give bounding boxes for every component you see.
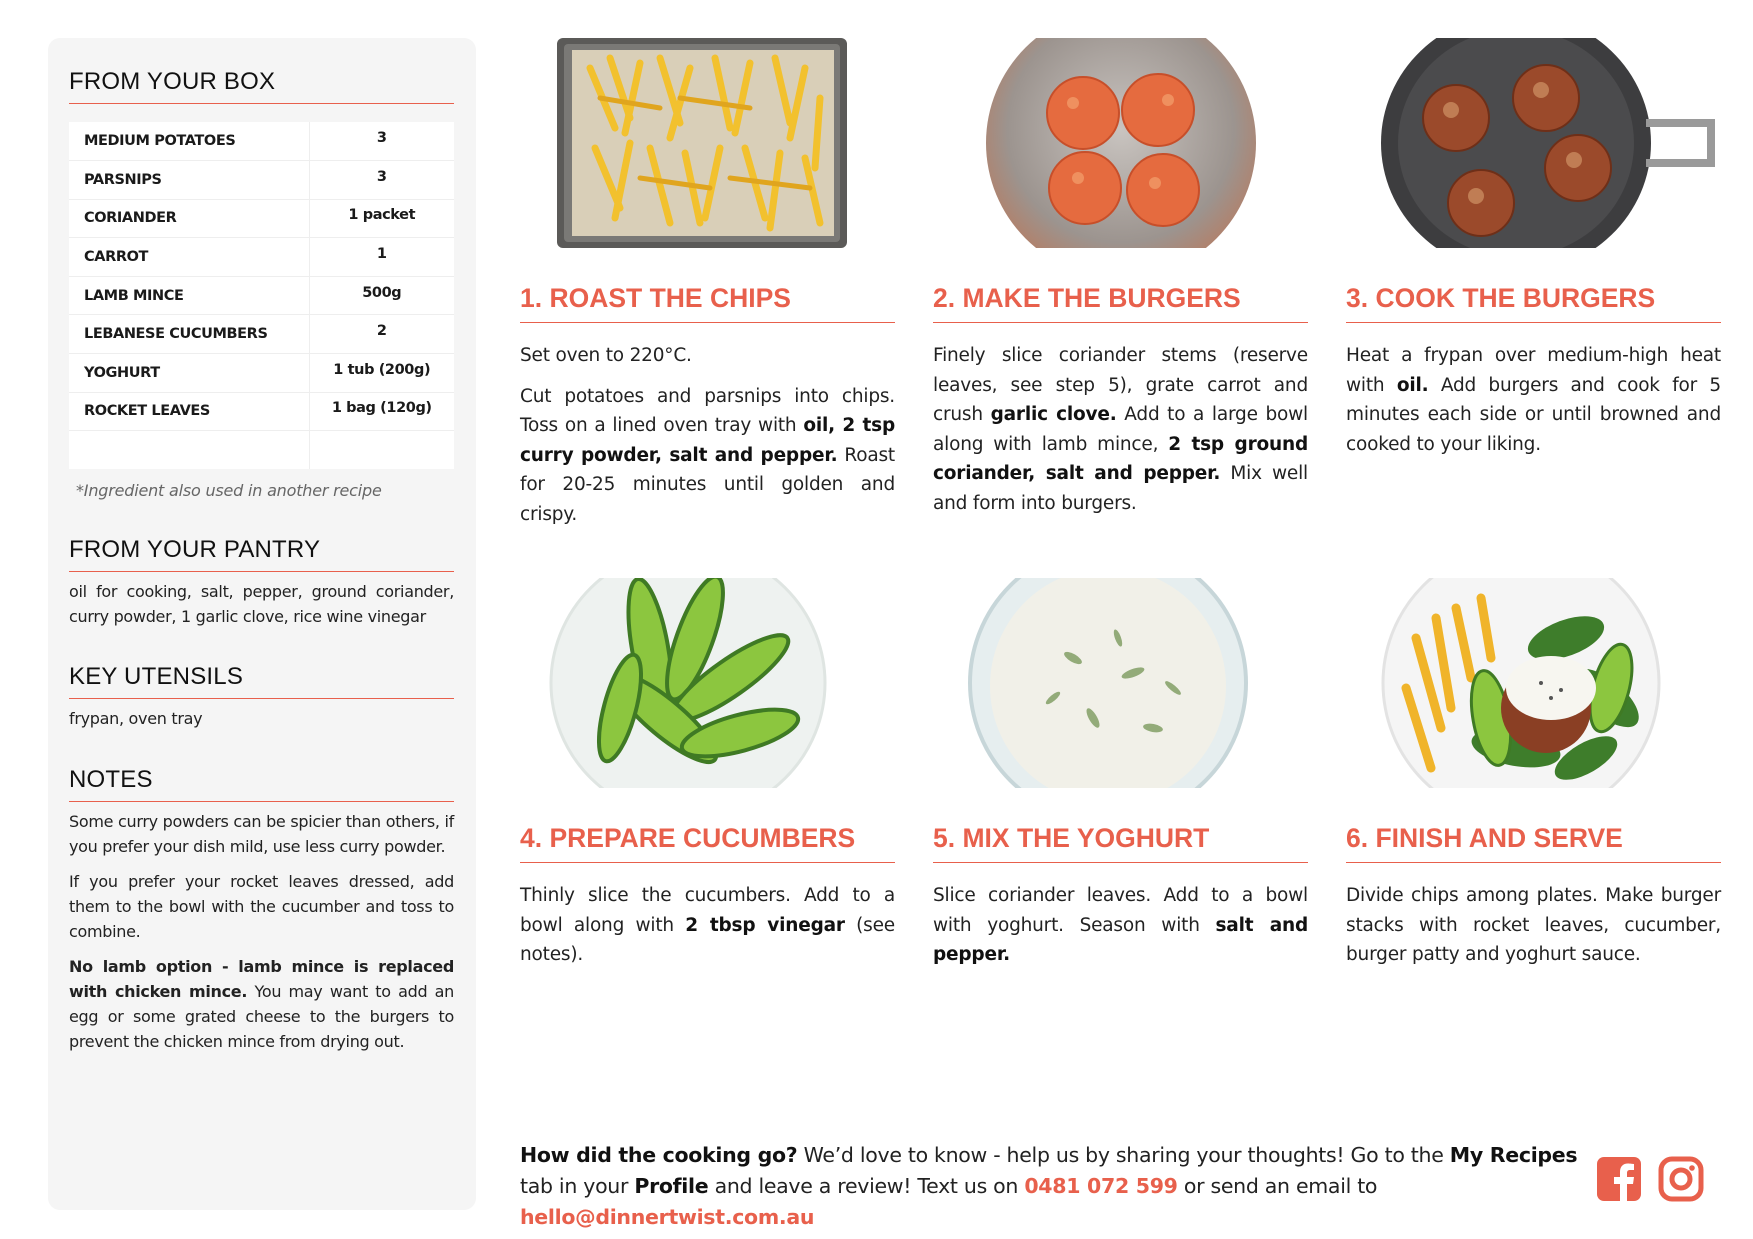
step-4-title: 4. PREPARE CUCUMBERS bbox=[520, 823, 895, 863]
instagram-icon[interactable] bbox=[1658, 1156, 1704, 1202]
note-curry: Some curry powders can be spicier than others, if you prefer your dish mild, use less curry powder. bbox=[69, 811, 454, 856]
ingredient-qty: 3 bbox=[309, 161, 454, 200]
step-3-body bbox=[1346, 341, 1721, 459]
step-4-text: Thinly slice the cucumbers. Add to a bowl along with 2 tbsp vinegar (see notes). bbox=[520, 885, 895, 965]
step-5 bbox=[933, 578, 1308, 970]
table-row bbox=[69, 199, 454, 238]
ingredient-name: LAMB MINCE bbox=[69, 276, 309, 315]
my-recipes-link[interactable]: My Recipes bbox=[1449, 1143, 1578, 1167]
ingredient-name: ROCKET LEAVES bbox=[69, 392, 309, 431]
step-3-photo bbox=[1346, 38, 1721, 248]
step-4-body bbox=[520, 881, 895, 970]
step-6-title: 6. FINISH AND SERVE bbox=[1346, 823, 1721, 863]
step-2 bbox=[933, 38, 1308, 518]
step-4-photo bbox=[520, 578, 895, 788]
table-row bbox=[69, 161, 454, 200]
profile-link[interactable]: Profile bbox=[634, 1174, 709, 1198]
ingredient-footnote: *Ingredient also used in another recipe bbox=[76, 480, 382, 500]
step-4 bbox=[520, 578, 895, 970]
step-6-text: Divide chips among plates. Make burger stacks with rocket leaves, cucumber, burger patty and yoghurt sauce. bbox=[1346, 885, 1721, 965]
notes-heading: NOTES bbox=[69, 766, 454, 802]
step-1-text-oven: Set oven to 220°C. bbox=[520, 345, 692, 366]
note-no-lamb-text: You may want to add an egg or some grated cheese to the burgers to prevent the chicken mince from drying out. bbox=[69, 981, 454, 1051]
note-no-lamb-bold: No lamb option - lamb mince is replaced with chicken mince. bbox=[69, 956, 454, 1001]
step-1-title: 1. ROAST THE CHIPS bbox=[520, 283, 895, 323]
ingredient-name: LEBANESE CUCUMBERS bbox=[69, 315, 309, 354]
phone-link[interactable]: 0481 072 599 bbox=[1024, 1174, 1178, 1198]
step-3-text: Heat a frypan over medium-high heat with oil. Add burgers and cook for 5 minutes each side or until browned and cooked to your liking. bbox=[1346, 345, 1721, 455]
ingredient-qty: 1 packet bbox=[309, 199, 454, 238]
step-3 bbox=[1346, 38, 1721, 459]
step-2-title: 2. MAKE THE BURGERS bbox=[933, 283, 1308, 323]
ingredient-name: PARSNIPS bbox=[69, 161, 309, 200]
step-1-body bbox=[520, 341, 895, 529]
ingredients-table bbox=[69, 122, 454, 469]
step-1 bbox=[520, 38, 895, 529]
ingredient-qty: 1 bbox=[309, 238, 454, 277]
ingredient-qty: 1 bag (120g) bbox=[309, 392, 454, 431]
utensils-heading: KEY UTENSILS bbox=[69, 663, 454, 699]
table-row bbox=[69, 315, 454, 354]
ingredient-qty: 500g bbox=[309, 276, 454, 315]
note-no-lamb bbox=[69, 954, 454, 1054]
table-row bbox=[69, 392, 454, 431]
table-row bbox=[69, 238, 454, 277]
table-row bbox=[69, 122, 454, 161]
email-link[interactable]: hello@dinnertwist.com.au bbox=[520, 1205, 815, 1229]
step-2-text: Finely slice coriander stems (reserve leaves, see step 5), grate carrot and crush garlic clove. Add to a large bowl along with lamb mince, 2 tsp ground coriander, salt and pepper. Mix well and form into burgers. bbox=[933, 345, 1308, 514]
ingredient-qty: 3 bbox=[309, 122, 454, 161]
table-row bbox=[69, 276, 454, 315]
facebook-icon[interactable] bbox=[1596, 1156, 1642, 1202]
ingredient-qty: 2 bbox=[309, 315, 454, 354]
pantry-text: oil for cooking, salt, pepper, ground coriander, curry powder, 1 garlic clove, rice wine vinegar bbox=[69, 581, 454, 626]
step-6-photo bbox=[1346, 578, 1721, 788]
table-row bbox=[69, 354, 454, 393]
ingredients-panel bbox=[48, 38, 476, 1210]
table-row-empty bbox=[69, 431, 454, 469]
step-2-photo bbox=[933, 38, 1308, 248]
utensils-text: frypan, oven tray bbox=[69, 708, 203, 728]
step-5-body bbox=[933, 881, 1308, 970]
feedback-footer: How did the cooking go? We’d love to know - help us by sharing your thoughts! Go to the My Recipes tab in your Profile and leave a review! Text us on 0481 072 599 or send an email to hello@dinnertwist.com.au bbox=[520, 1143, 1578, 1229]
step-6-body bbox=[1346, 881, 1721, 970]
step-3-title: 3. COOK THE BURGERS bbox=[1346, 283, 1721, 323]
ingredient-name: CORIANDER bbox=[69, 199, 309, 238]
note-rocket: If you prefer your rocket leaves dressed, add them to the bowl with the cucumber and toss to combine. bbox=[69, 871, 454, 941]
pantry-heading: FROM YOUR PANTRY bbox=[69, 536, 454, 572]
step-1-photo bbox=[520, 38, 895, 248]
ingredient-name: MEDIUM POTATOES bbox=[69, 122, 309, 161]
step-2-body bbox=[933, 341, 1308, 518]
box-heading: FROM YOUR BOX bbox=[69, 68, 454, 104]
ingredient-name: YOGHURT bbox=[69, 354, 309, 393]
step-5-photo bbox=[933, 578, 1308, 788]
step-5-title: 5. MIX THE YOGHURT bbox=[933, 823, 1308, 863]
ingredient-qty: 1 tub (200g) bbox=[309, 354, 454, 393]
step-5-text: Slice coriander leaves. Add to a bowl with yoghurt. Season with salt and pepper. bbox=[933, 885, 1308, 965]
footer-question: How did the cooking go? bbox=[520, 1143, 798, 1167]
step-1-text-chips: Cut potatoes and parsnips into chips. Toss on a lined oven tray with oil, 2 tsp curry powder, salt and pepper. Roast for 20-25 minutes until golden and crispy. bbox=[520, 385, 895, 525]
ingredient-name: CARROT bbox=[69, 238, 309, 277]
step-6 bbox=[1346, 578, 1721, 970]
